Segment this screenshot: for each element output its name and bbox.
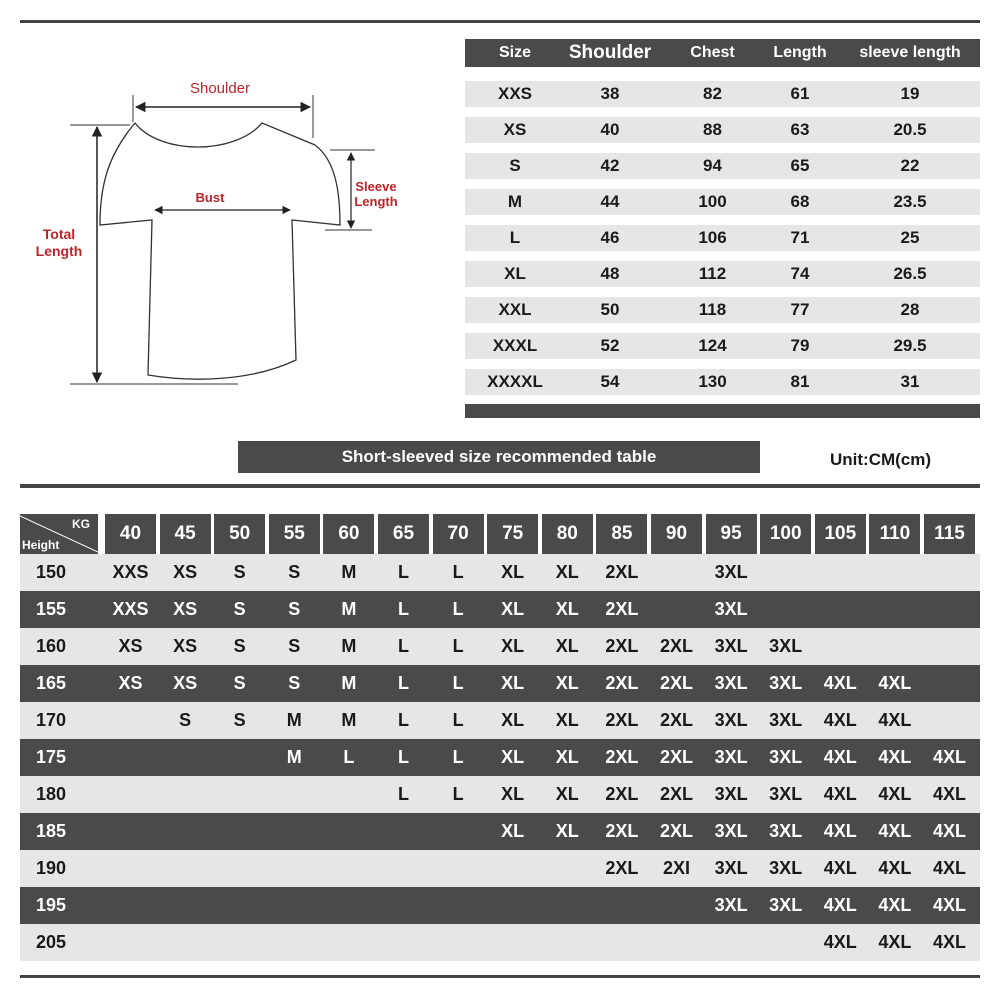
recommended-size-cell: XL [501,562,525,582]
recommended-size-cell: 3XL [714,636,748,656]
recommended-size-cell: L [398,636,409,656]
size-table-cell-shoulder: 38 [600,84,620,103]
height-value: 165 [35,673,67,693]
recommended-size-cell: XS [173,673,198,693]
size-table-cell-length: 61 [790,84,810,103]
recommended-size-cell: 3XL [714,821,748,841]
sleeve-length-label-line2: Length [354,194,398,209]
recommended-size-cell: M [341,562,357,582]
size-table-cell-sleeve-length: 19 [900,84,920,103]
recommended-size-cell: XL [501,747,525,767]
recommended-size-cell: 4XL [878,895,912,915]
size-table-cell-chest: 88 [703,120,722,139]
recommended-size-cell: 2XL [605,710,639,730]
size-table-row [465,297,980,323]
recommended-size-cell: 2XL [659,821,693,841]
recommended-size-cell: L [452,673,464,693]
size-table-cell-sleeve-length: 25 [900,228,920,247]
recommended-size-cell: 3XL [714,710,748,730]
recommended-size-cell: 3XL [714,673,748,693]
recommended-size-cell: L [452,636,464,656]
size-table-cell-shoulder: 52 [600,336,620,355]
height-row [20,887,980,924]
header-shoulder: Shoulder [568,42,652,63]
recommended-size-cell: 4XL [878,821,912,841]
size-table-footer-bar [465,404,980,418]
recommended-table-banner: Short-sleeved size recommended table [238,441,760,473]
header-chest: Chest [690,44,735,61]
recommended-size-cell: S [288,599,301,619]
height-row [20,813,980,850]
recommended-size-cell: XS [118,636,143,656]
size-table-cell-chest: 106 [698,228,727,247]
size-table-row [465,153,980,179]
recommended-size-cell: L [398,673,409,693]
shoulder-label: Shoulder [189,80,251,97]
weight-header-cell: 95 [706,514,757,554]
recommended-size-cell: 2XL [605,747,639,767]
recommended-size-cell: 2XL [659,747,693,767]
recommended-size-cell: 3XL [769,821,803,841]
total-length-label [24,226,94,260]
recommended-size-cell: XL [555,747,579,767]
recommended-size-cell: 4XL [823,821,857,841]
recommended-size-cell: 2XL [605,599,639,619]
recommended-size-cell: 2XL [605,821,639,841]
unit-label: Unit:CM(cm) [830,450,932,469]
recommended-size-cell: 2XL [659,710,693,730]
recommended-size-cell: 3XL [714,895,748,915]
weight-header-cell: 60 [323,514,374,554]
size-table-cell-length: 77 [790,300,810,319]
recommended-size-cell: 3XL [714,858,748,878]
recommended-size-cell: XL [501,599,525,619]
recommended-size-cell: XL [501,821,525,841]
height-row [20,554,980,591]
recommended-size-cell: 2XL [605,673,639,693]
size-table-cell-length: 71 [790,228,810,247]
recommended-size-cell: XL [501,784,525,804]
recommended-size-cell: 2XL [605,636,639,656]
recommended-size-cell: L [398,710,409,730]
recommended-size-cell: 2XL [605,562,639,582]
size-table-cell-sleeve-length: 22 [900,156,920,175]
recommended-size-cell: 4XL [878,747,912,767]
recommended-size-cell: XL [555,636,579,656]
size-table-row [465,225,980,251]
size-table-cell-chest: 118 [698,300,727,319]
size-table-cell-chest: 112 [698,264,727,283]
recommended-size-cell: 4XL [878,710,912,730]
recommended-size-cell: XL [555,599,579,619]
weight-header-cell: 85 [596,514,647,554]
recommended-size-cell: L [398,747,409,767]
size-table-cell-sleeve-length: 23.5 [893,192,927,211]
header-sleeve-length: sleeve length [859,44,961,61]
sleeve-length-label [346,179,406,209]
size-table-row [465,369,980,395]
weight-header-cell: 110 [869,514,920,554]
weight-header-cell: 80 [542,514,593,554]
total-length-label-line2: Length [35,243,83,259]
bottom-divider [20,975,980,978]
height-row [20,776,980,813]
recommended-size-cell: S [233,562,246,582]
size-table-cell-length: 74 [790,264,810,283]
size-table-cell-sleeve-length: 20.5 [893,120,927,139]
recommended-size-cell: XL [501,710,525,730]
recommended-size-cell: 4XL [823,673,857,693]
recommended-size-cell: S [288,636,301,656]
height-value: 155 [35,599,67,619]
size-table-cell-length: 68 [790,192,810,211]
recommended-size-cell: 3XL [714,784,748,804]
size-table-cell-size: M [507,192,523,211]
size-table-cell-sleeve-length: 26.5 [893,264,927,283]
recommended-size-cell: 4XL [878,784,912,804]
weight-header-cell: 115 [924,514,975,554]
weight-header-cell: 105 [815,514,866,554]
recommended-size-cell: 4XL [932,784,966,804]
recommended-size-cell: 4XL [823,858,857,878]
corner-header-cell [20,514,98,554]
height-row [20,628,980,665]
size-table-row [465,81,980,107]
height-row [20,924,980,961]
height-value: 205 [35,932,67,952]
recommended-size-cell: 4XL [878,858,912,878]
size-table-cell-shoulder: 44 [600,192,620,211]
recommended-size-cell: 4XL [823,784,857,804]
recommended-size-cell: 2XL [659,636,693,656]
height-value: 150 [35,562,67,582]
recommended-size-cell: S [179,710,192,730]
size-table-cell-shoulder: 48 [600,264,620,283]
recommended-size-cell: S [233,673,246,693]
recommended-size-cell: 3XL [714,562,748,582]
weight-header-row [20,514,980,554]
weight-header-cell: 45 [160,514,211,554]
recommended-size-cell: 2XL [659,673,693,693]
size-table-cell-shoulder: 42 [600,156,620,175]
corner-height-label: Height [22,538,60,552]
size-table-cell-shoulder: 54 [600,372,620,391]
recommended-size-cell: XS [118,673,143,693]
recommended-size-cell: XL [555,673,579,693]
size-table-row [465,333,980,359]
recommended-size-cell: 4XL [932,895,966,915]
recommended-size-cell: 3XL [714,599,748,619]
size-table-cell-chest: 82 [703,84,722,103]
recommended-size-cell: L [452,747,464,767]
recommended-size-cell: L [398,599,409,619]
recommended-size-cell: XL [501,636,525,656]
recommended-size-cell: L [398,784,409,804]
recommended-size-cell: S [233,636,246,656]
recommended-size-cell: 3XL [769,710,803,730]
recommended-size-cell: 2XL [659,784,693,804]
size-table-cell-size: XXXL [492,336,538,355]
sleeve-length-label-line1: Sleeve [355,179,397,194]
recommended-size-cell: 4XL [823,932,857,952]
recommended-size-cell: 3XL [769,784,803,804]
size-table-cell-length: 79 [790,336,810,355]
recommended-size-cell: XXS [112,562,149,582]
recommended-size-cell: 3XL [769,673,803,693]
height-value: 185 [35,821,67,841]
total-length-label-line1: Total [42,226,76,242]
recommended-size-cell: L [343,747,355,767]
recommended-size-cell: M [341,599,357,619]
recommended-size-cell: 2XL [605,784,639,804]
size-table-cell-sleeve-length: 31 [900,372,920,391]
recommended-size-cell: S [233,599,246,619]
size-table-cell-length: 81 [790,372,810,391]
recommended-size-cell: M [286,710,302,730]
recommended-size-cell: XL [555,821,579,841]
size-table-cell-chest: 130 [698,372,727,391]
recommended-size-cell: M [286,747,302,767]
size-table-cell-sleeve-length: 28 [900,300,920,319]
size-table-row [465,189,980,215]
height-value: 195 [35,895,67,915]
recommended-size-cell: S [233,710,246,730]
recommended-size-cell: 4XL [823,895,857,915]
middle-divider [20,484,980,488]
recommended-size-cell: 3XL [714,747,748,767]
tshirt-diagram [20,60,440,410]
size-table-cell-length: 63 [790,120,810,139]
recommended-size-cell: M [341,673,357,693]
weight-header-cell: 65 [378,514,429,554]
recommended-size-cell: 4XL [823,710,857,730]
recommended-size-cell: 4XL [932,747,966,767]
recommended-size-cell: 4XL [823,747,857,767]
size-table-cell-chest: 100 [698,192,727,211]
size-table-cell-size: XL [504,264,526,283]
recommended-size-cell: 3XL [769,895,803,915]
recommended-size-cell: L [452,599,464,619]
recommended-size-cell: XXS [112,599,149,619]
recommended-size-cell: 4XL [878,932,912,952]
recommended-size-cell: XL [555,710,579,730]
size-recommendation-table [20,514,980,961]
recommended-size-cell: XS [173,562,198,582]
weight-header-cell: 55 [269,514,320,554]
size-table-header [465,39,980,67]
recommended-size-cell: XS [173,599,198,619]
size-table-row [465,117,980,143]
weight-header-cell: 100 [760,514,811,554]
height-value: 160 [35,636,67,656]
recommended-size-cell: M [341,636,357,656]
recommended-size-cell: 4XL [932,858,966,878]
height-value: 190 [35,858,67,878]
recommended-size-cell: 4XL [932,821,966,841]
recommended-size-cell: 3XL [769,858,803,878]
recommended-size-cell: 3XL [769,747,803,767]
recommended-size-cell: S [288,673,301,693]
size-table-cell-chest: 94 [703,156,722,175]
recommended-size-cell: S [288,562,301,582]
recommended-size-cell: XS [173,636,198,656]
recommended-size-cell: L [452,710,464,730]
size-table-cell-size: XXL [498,300,532,319]
recommended-size-cell: XL [555,784,579,804]
height-row [20,591,980,628]
weight-header-cell: 90 [651,514,702,554]
weight-header-cell: 40 [105,514,156,554]
weight-header-cell: 75 [487,514,538,554]
recommended-size-cell: XL [501,673,525,693]
recommended-size-cell: 4XL [878,673,912,693]
weight-header-cell: 50 [214,514,265,554]
size-table-cell-shoulder: 46 [600,228,620,247]
size-table-cell-size: XXS [497,84,533,103]
height-value: 180 [35,784,67,804]
recommended-size-cell: 3XL [769,636,803,656]
height-row [20,850,980,887]
recommended-size-cell: L [398,562,409,582]
size-table-cell-size: XXXXL [487,372,543,391]
height-value: 170 [35,710,67,730]
recommended-size-cell: 4XL [932,932,966,952]
size-measurement-table [465,39,980,418]
height-row [20,702,980,739]
header-length: Length [773,44,827,61]
height-row [20,665,980,702]
recommended-size-cell: L [452,784,464,804]
recommended-size-cell: XL [555,562,579,582]
header-size: Size [498,44,531,61]
top-divider [20,20,980,23]
size-table-cell-size: S [509,156,521,175]
size-table-cell-shoulder: 40 [600,120,620,139]
height-row [20,739,980,776]
recommended-size-cell: M [341,710,357,730]
size-table-cell-length: 65 [790,156,810,175]
size-table-cell-size: XS [503,120,527,139]
size-table-cell-shoulder: 50 [600,300,620,319]
bust-label: Bust [195,190,225,205]
size-table-cell-sleeve-length: 29.5 [893,336,927,355]
corner-kg-label: KG [72,517,90,531]
size-table-cell-size: L [509,228,521,247]
weight-header-cell: 70 [433,514,484,554]
size-table-row [465,261,980,287]
height-value: 175 [35,747,67,767]
recommended-size-cell: L [452,562,464,582]
recommended-size-cell: 2XL [605,858,639,878]
size-table-cell-chest: 124 [698,336,727,355]
recommended-size-cell: 2XI [662,858,691,878]
